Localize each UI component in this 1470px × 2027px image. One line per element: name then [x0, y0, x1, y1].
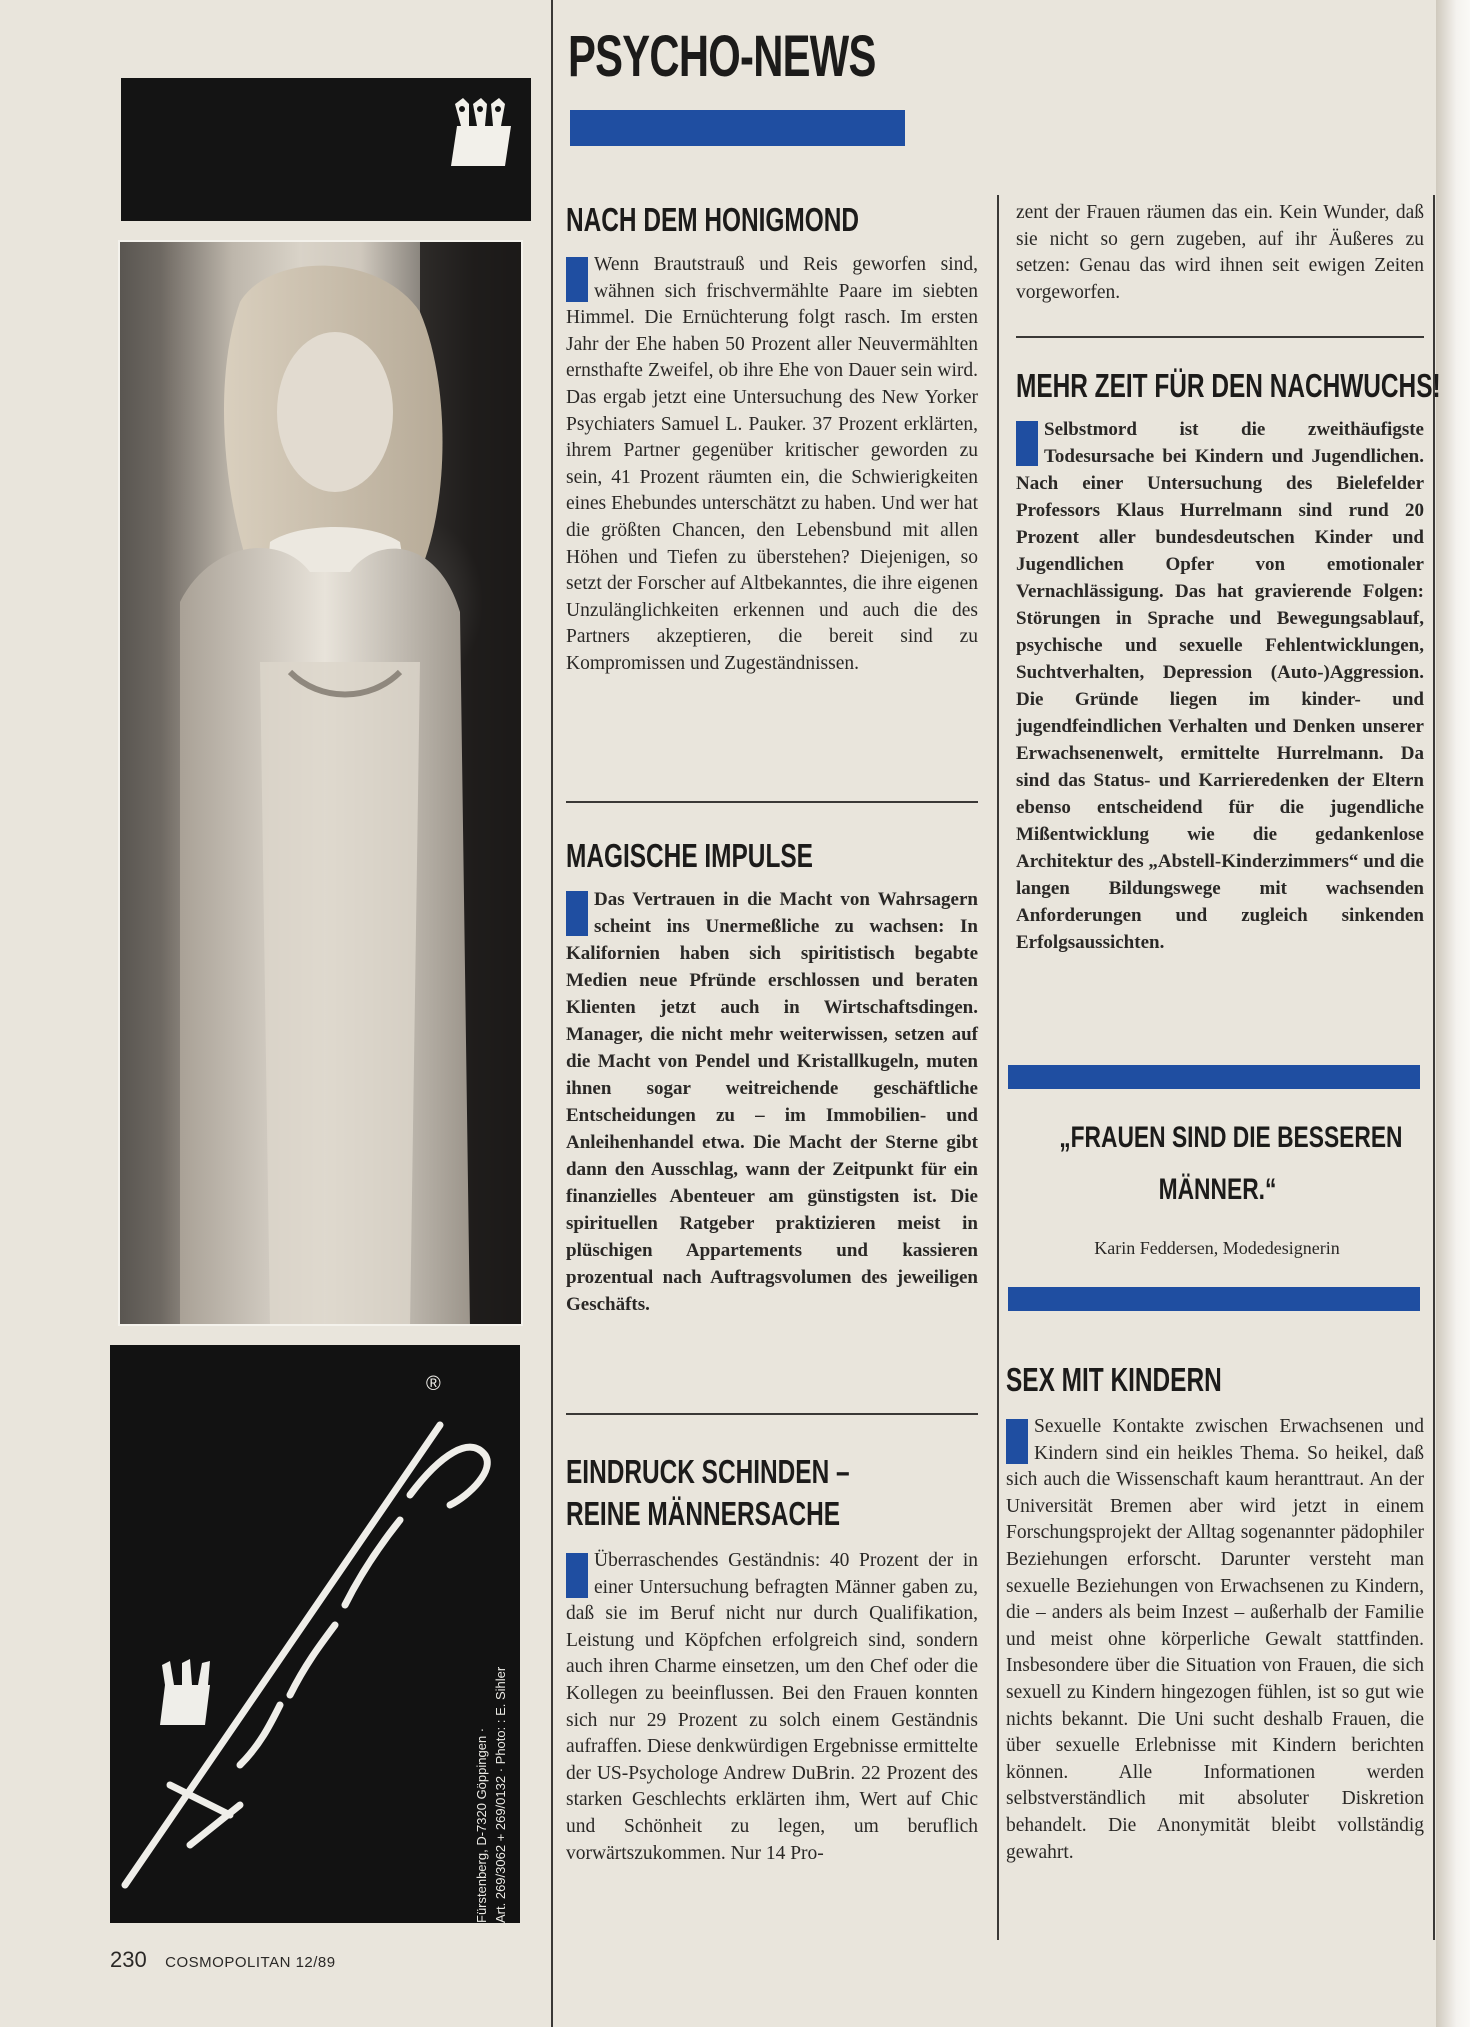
masthead-underline-bar	[570, 110, 905, 146]
ad-credit-line2: Art. 269/3062 + 269/0132 · Photo: : E. Sihler	[493, 1666, 508, 1923]
headline-nach-dem-honigmond: NACH DEM HONIGMOND	[566, 201, 860, 238]
headline-sex-mit-kindern: SEX MIT KINDERN	[1006, 1361, 1222, 1398]
quote-bottom-bar	[1008, 1287, 1420, 1311]
divider-rule	[566, 1413, 978, 1415]
magazine-issue: COSMOPOLITAN 12/89	[165, 1954, 336, 1971]
drop-marker	[566, 257, 588, 302]
pull-quote	[1005, 1112, 1429, 1216]
headline-eindruck-schinden-1: EINDRUCK SCHINDEN –	[566, 1453, 850, 1490]
divider-rule	[1016, 336, 1424, 338]
headline-eindruck-schinden-2: REINE MÄNNERSACHE	[566, 1495, 841, 1532]
article-sex-mit-kindern: Sexuelle Kontakte zwischen Erwachsenen und Kindern sind ein heikles Thema. So heikel, daß sich auch die Wissenschaft kaum heranttraut. An der Universität Bremen aber wird jetzt in einem Forschungsprojekt der Alltag sogenannter pädophiler Beziehungen erforscht. Darunter versteht man sexuelle Beziehungen von Erwachsenen zu Kindern, die – anders als beim Inzest – außerhalb der Familie und meist ohne körperliche Gewalt stattfinden. Insbesondere über die Situation von Frauen, die sich sexuell zu Kindern hingezogen fühlen, ist so gut wie nichts bekannt. Die Uni sucht deshalb Frauen, die über sexuelle Erlebnisse mit Kindern berichten können. Alle Informationen werden selbstverständlich mit absoluter Diskretion behandelt. Die Anonymität bleibt vollständig gewahrt.	[1006, 1416, 1424, 1863]
drop-marker	[566, 1553, 588, 1598]
ad-bottom-panel	[110, 1345, 520, 1923]
pull-quote-author: Karin Feddersen, Modedesignerin	[1094, 1238, 1340, 1258]
drop-marker	[1006, 1419, 1028, 1464]
right-edge-divider	[1433, 195, 1435, 1940]
ad-photo-model	[118, 240, 523, 1326]
ad-credit-line1: Fürstenberg, D-7320 Göppingen ·	[474, 1727, 489, 1923]
ad-column-divider	[551, 0, 553, 2027]
section-masthead: PSYCHO-NEWS	[568, 24, 876, 89]
page-gutter-shadow	[1436, 0, 1470, 2027]
article-nach-dem-honigmond: Wenn Brautstrauß und Reis geworfen sind, wähnen sich frischvermählte Paare im siebten Himmel. Die Ernüchterung folgt rasch. Im ersten Jahr der Ehe haben 50 Prozent aller Neuvermählten ernsthafte Zweifel, ob ihre Ehe von Dauer sein wird. Das ergab jetzt eine Untersuchung des New Yorker Psychiaters Samuel L. Pauker. 37 Prozent erklärten, ihrem Partner gegenüber kritischer geworden zu sein, 41 Prozent räumten ein, die Schwierigkeiten eines Ehebundes unterschätzt zu haben. Und wer hat die größten Chancen, den Lebensbund mit allen Höhen und Tiefen zu überstehen? Diejenigen, so setzt der Forscher auf Altbekanntes, die ihre eigenen Unzulänglichkeiten erkennen und auch die des Partners akzeptieren, die bereit sind zu Kompromissen und Zugeständnissen.	[566, 254, 978, 674]
ad-credit	[472, 1645, 530, 1923]
pull-quote-line2: MÄNNER.“	[1158, 1173, 1276, 1206]
crown-logo-icon	[449, 96, 519, 168]
page-footer	[110, 1947, 336, 1973]
quote-top-bar	[1008, 1065, 1420, 1089]
registered-mark: ®	[426, 1373, 441, 1395]
headline-magische-impulse: MAGISCHE IMPULSE	[566, 837, 813, 874]
article-magische-impulse: Das Vertrauen in die Macht von Wahrsagern scheint ins Unermeßliche zu wachsen: In Kalifornien haben sich spiritistisch begabte Medien neue Pfründe erschlossen und beraten Klienten jetzt auch in Wirtschaftsdingen. Manager, die nicht mehr weiterwissen, setzen auf die Macht von Pendel und Kristallkugeln, muten ihnen sogar weitreichende geschäftliche Entscheidungen zu – im Immobilien- und Anleihenhandel etwa. Die Macht der Sterne gibt dann den Ausschlag, wann der Zeitpunkt für ein finanzielles Abenteuer am günstigsten ist. Die spirituellen Ratgeber praktizieren meist in plüschigen Appartements und kassieren prozentual nach Auftragsvolumen des jeweiligen Geschäfts.	[566, 889, 978, 1315]
model-silhouette-icon	[120, 242, 523, 1326]
divider-rule	[566, 801, 978, 803]
headline-mehr-zeit: MEHR ZEIT FÜR DEN NACHWUCHS!	[1016, 367, 1441, 404]
article-eindruck-schinden: Überraschendes Geständnis: 40 Prozent der in einer Untersuchung befragten Männer gaben zu, daß sie im Beruf nicht nur durch Qualifikation, Leistung und Köpfchen erfolgreich sind, sondern auch ihren Charme einsetzen, um den Chef oder die Kollegen zu beeinflussen. Bei den Frauen konnten sich nur 29 Prozent zu solch einem Geständnis aufraffen. Diese denkwürdigen Ergebnisse ermittelte der US-Psychologe Andrew DuBrin. 22 Prozent des starken Geschlechts erklärten ihm, Wert auf Chic und Schönheit zu legen, um beruflich vorwärtszukommen. Nur 14 Pro-	[566, 1550, 978, 1864]
page-number: 230	[110, 1947, 147, 1972]
text-column-divider	[997, 195, 999, 1940]
pull-quote-line1: „FRAUEN SIND DIE BESSEREN	[1059, 1121, 1403, 1154]
drop-marker	[566, 891, 588, 936]
article-mehr-zeit: Selbstmord ist die zweithäufigste Todesursache bei Kindern und Jugendlichen. Nach einer Untersuchung des Bielefelder Professors Klaus Hurrelmann sind rund 20 Prozent aller bundesdeutschen Kinder und Jugendlichen Opfer von emotionaler Vernachlässigung. Das hat gravierende Folgen: Störungen in Sprache und Bewegungsablauf, psychische und sexuelle Fehlentwicklungen, Suchtverhalten, Depression (Auto-)Aggression. Die Gründe liegen im kinder- und jugendfeindlichen Verhalten und Denken unserer Erwachsenenwelt, ermittelte Hurrelmann. Da sind das Status- und Karrieredenken der Eltern ebenso entscheidend für die jugendliche Mißentwicklung wie die gedankenlose Architektur des „Abstell-Kinderzimmers“ und die langen Bildungswege mit wachsenden Anforderungen und zugleich sinkenden Erfolgsaussichten.	[1016, 419, 1424, 953]
ad-top-panel	[121, 78, 531, 221]
article-eindruck-schinden-continued: zent der Frauen räumen das ein. Kein Wunder, daß sie nicht so gern zugeben, auf ihr Äußeres zu setzen: Genau das wird ihnen seit ewigen Zeiten vorgeworfen.	[1016, 202, 1424, 303]
brand-logo-icon	[110, 1345, 520, 1923]
drop-marker	[1016, 421, 1038, 466]
